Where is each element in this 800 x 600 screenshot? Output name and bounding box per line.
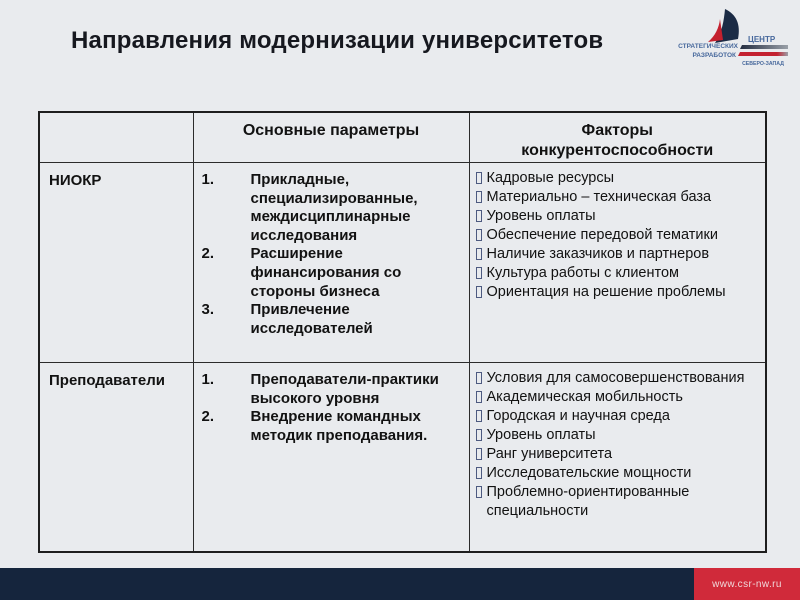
missing-glyph-bullet-icon xyxy=(476,429,482,441)
missing-glyph-bullet-icon xyxy=(476,191,482,203)
list-number: 2. xyxy=(201,408,215,426)
teachers-factors-cell xyxy=(469,362,766,552)
row-label-niokr: НИОКР xyxy=(39,162,193,362)
missing-glyph-bullet-icon xyxy=(476,229,482,241)
modernization-table xyxy=(38,111,767,553)
list-item: Исследовательские мощности xyxy=(475,464,762,483)
missing-glyph-bullet-icon xyxy=(476,391,482,403)
list-item: Ориентация на решение проблемы xyxy=(475,283,762,302)
csr-logo xyxy=(666,8,792,74)
header-cell-empty xyxy=(39,112,193,162)
logo-text-strategic: СТРАТЕГИЧЕСКИХ xyxy=(678,43,738,50)
list-item: 1. Преподаватели-практики высокого уровня xyxy=(201,370,439,407)
table-row-niokr xyxy=(39,162,766,362)
list-number: 3. xyxy=(201,301,215,319)
missing-glyph-bullet-icon xyxy=(476,210,482,222)
teachers-parameters-list xyxy=(194,363,469,445)
list-item: Академическая мобильность xyxy=(475,388,762,407)
logo-text-razrabotok: РАЗРАБОТОК xyxy=(692,52,736,59)
list-item: 2. Расширение финансирования со стороны бизнеса xyxy=(201,245,402,300)
csr-logo-sail-icon xyxy=(666,8,792,74)
list-item: Наличие заказчиков и партнеров xyxy=(475,245,762,264)
logo-text-center: ЦЕНТР xyxy=(748,35,776,44)
missing-glyph-bullet-icon xyxy=(476,372,482,384)
missing-glyph-bullet-icon xyxy=(476,172,482,184)
missing-glyph-bullet-icon xyxy=(476,267,482,279)
list-item: 1. Прикладные, специализированные, междисциплинарные исследования xyxy=(201,170,418,244)
list-item: Уровень оплаты xyxy=(475,207,762,226)
row-label-teachers: Преподаватели xyxy=(39,362,193,552)
footer-navy-bar xyxy=(0,568,800,600)
niokr-parameters-cell xyxy=(193,162,469,362)
teachers-factors-list xyxy=(470,363,766,521)
footer-url: www.csr-nw.ru xyxy=(712,578,782,590)
header-cell-parameters: Основные параметры xyxy=(193,112,469,162)
table-row-teachers xyxy=(39,362,766,552)
list-item: Ранг университета xyxy=(475,445,762,464)
missing-glyph-bullet-icon xyxy=(476,410,482,422)
page-title: Направления модернизации университетов xyxy=(71,27,604,54)
missing-glyph-bullet-icon xyxy=(476,486,482,498)
list-item: 3. Привлечение исследователей xyxy=(201,301,373,337)
footer-red-block xyxy=(694,568,800,600)
list-item: 2. Внедрение командных методик преподавания. xyxy=(201,408,428,444)
table-header-row xyxy=(39,112,766,162)
list-item: Уровень оплаты xyxy=(475,426,762,445)
niokr-factors-list xyxy=(470,163,766,302)
niokr-factors-cell xyxy=(469,162,766,362)
list-item: Обеспечение передовой тематики xyxy=(475,226,762,245)
list-item: Условия для самосовершенствования xyxy=(475,369,762,388)
niokr-parameters-list xyxy=(194,163,469,338)
missing-glyph-bullet-icon xyxy=(476,286,482,298)
list-item: Городская и научная среда xyxy=(475,407,762,426)
list-number: 2. xyxy=(201,245,215,263)
missing-glyph-bullet-icon xyxy=(476,248,482,260)
teachers-parameters-cell xyxy=(193,362,469,552)
list-item: Материально – техническая база xyxy=(475,188,762,207)
list-item: Проблемно-ориентированные специальности xyxy=(475,483,762,521)
list-item: Культура работы с клиентом xyxy=(475,264,762,283)
list-number: 1. xyxy=(201,370,215,388)
header-cell-factors: Факторы конкурентоспособности xyxy=(469,112,766,162)
missing-glyph-bullet-icon xyxy=(476,467,482,479)
missing-glyph-bullet-icon xyxy=(476,448,482,460)
logo-text-region: СЕВЕРО-ЗАПАД xyxy=(742,61,784,67)
list-number: 1. xyxy=(201,170,215,188)
list-item: Кадровые ресурсы xyxy=(475,169,762,188)
